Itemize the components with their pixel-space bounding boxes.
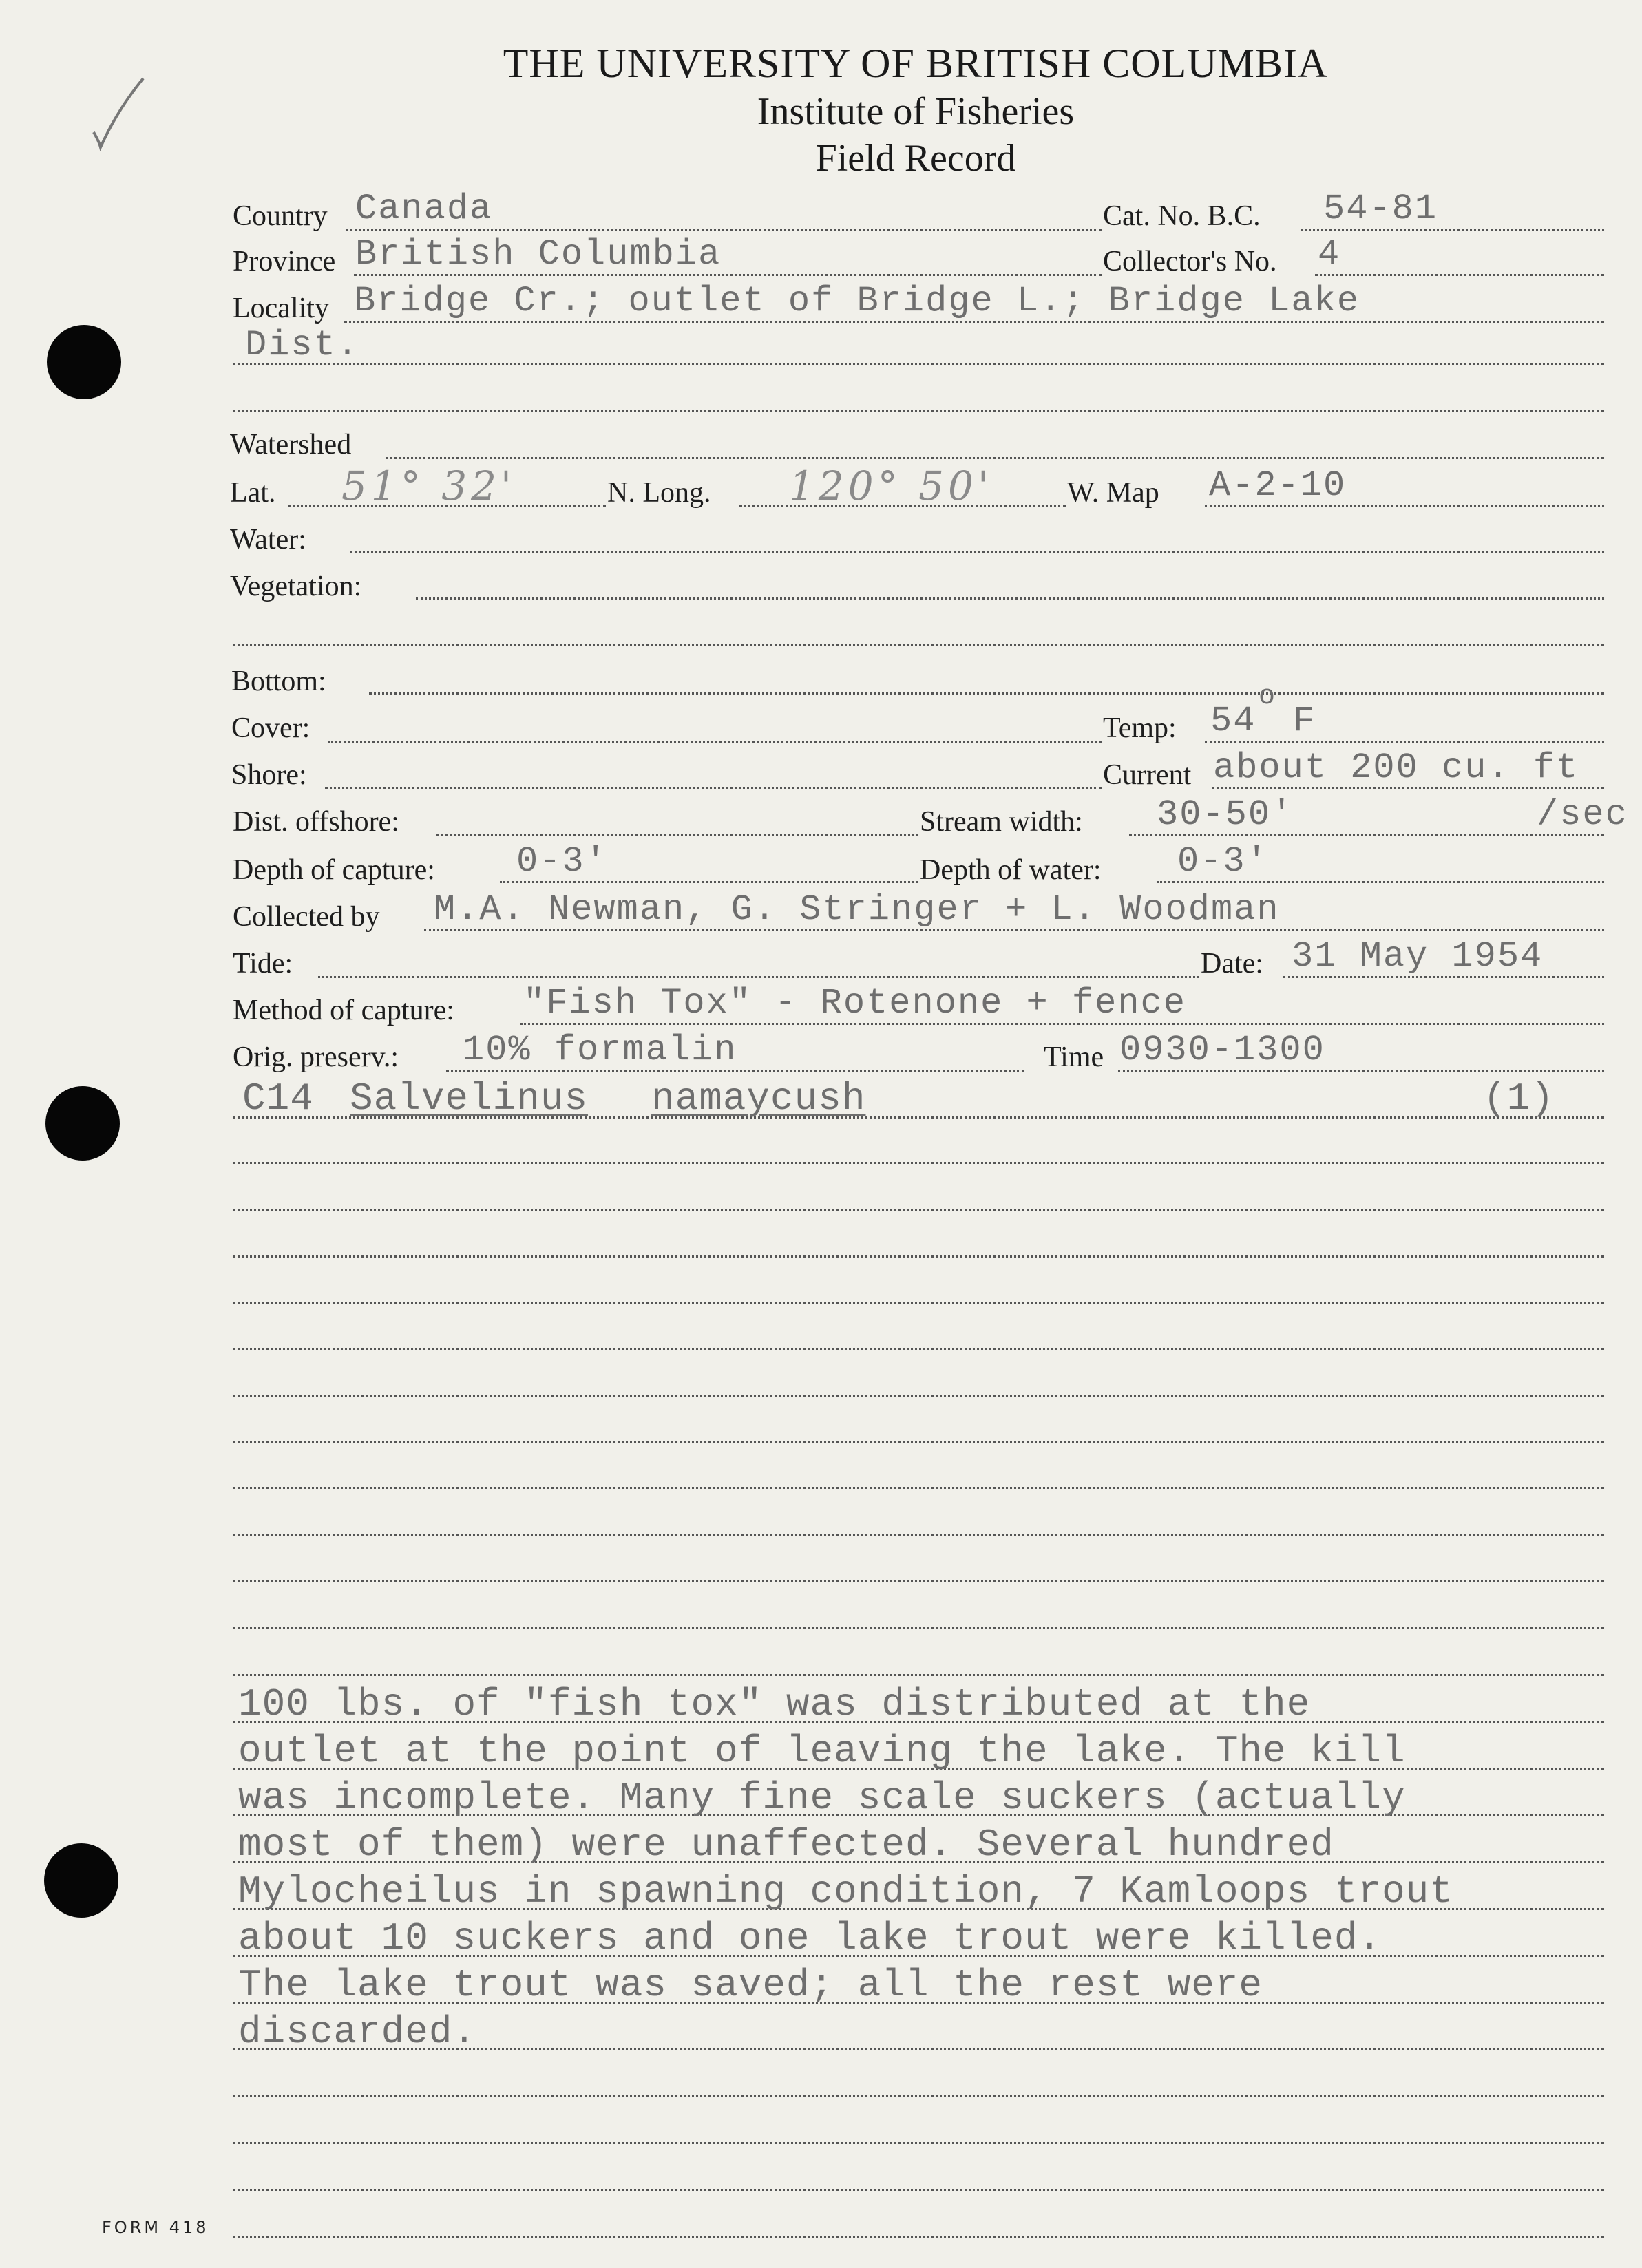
collector-no-value: 4 — [1318, 234, 1341, 275]
collector-no-label: Collector's No. — [1103, 246, 1277, 277]
current-label: Current — [1103, 759, 1192, 791]
notes-line-8: discarded. — [238, 2010, 477, 2054]
locality-line-3 — [233, 410, 1604, 412]
specimen-code: C14 — [242, 1077, 314, 1121]
collector-no-line — [1315, 274, 1604, 276]
notes-line-3: was incomplete. Many fine scale suckers (actually — [238, 1776, 1406, 1820]
cat-no-label: Cat. No. B.C. — [1103, 200, 1261, 232]
vegetation-line-2 — [233, 644, 1604, 646]
depth-capture-value: 0-3' — [516, 841, 608, 882]
depth-capture-label: Depth of capture: — [233, 854, 435, 886]
bottom-line — [369, 692, 1604, 695]
collected-by-label: Collected by — [233, 901, 380, 933]
shore-line — [325, 787, 1102, 789]
record-title: Field Record — [815, 137, 1016, 180]
temp-value: 54 — [1210, 701, 1256, 741]
blank-line — [233, 1162, 1604, 1164]
notes-line-5: Mylocheilus in spawning condition, 7 Kamloops trout — [238, 1869, 1453, 1914]
form-number: FORM 418 — [102, 2218, 209, 2237]
dist-offshore-line — [436, 834, 918, 836]
country-label: Country — [233, 200, 328, 232]
tide-line — [318, 976, 1199, 978]
notes-line-1: 100 lbs. of "fish tox" was distributed at the — [238, 1682, 1311, 1726]
vegetation-line-1 — [416, 597, 1604, 600]
water-label: Water: — [230, 524, 306, 555]
long-label: N. Long. — [607, 477, 711, 509]
blank-line — [233, 2142, 1604, 2144]
blank-line — [233, 2189, 1604, 2191]
temp-line — [1205, 741, 1604, 743]
map-value: A-2-10 — [1209, 465, 1347, 506]
blank-line — [233, 1580, 1604, 1582]
blank-line — [233, 1627, 1604, 1629]
specimen-species: namaycush — [651, 1077, 866, 1121]
blank-line — [233, 1302, 1604, 1304]
watershed-line — [386, 457, 1604, 459]
time-label: Time — [1044, 1041, 1104, 1073]
shore-label: Shore: — [231, 759, 307, 791]
stream-width-label: Stream width: — [920, 806, 1083, 838]
collected-by-value: M.A. Newman, G. Stringer + L. Woodman — [434, 889, 1280, 930]
time-value: 0930-1300 — [1119, 1030, 1325, 1070]
blank-line — [233, 2236, 1604, 2238]
cover-line — [328, 741, 1102, 743]
blank-line — [233, 2095, 1604, 2097]
province-value: British Columbia — [355, 234, 722, 275]
notes-line-6: about 10 suckers and one lake trout were killed. — [238, 1916, 1382, 1960]
dist-offshore-label: Dist. offshore: — [233, 806, 399, 838]
date-label: Date: — [1201, 948, 1263, 979]
date-value: 31 May 1954 — [1292, 936, 1544, 977]
blank-line — [233, 1209, 1604, 1211]
province-label: Province — [233, 246, 336, 277]
blank-line — [233, 1441, 1604, 1443]
university-title: THE UNIVERSITY OF BRITISH COLUMBIA — [503, 41, 1329, 86]
blank-line — [233, 1395, 1604, 1397]
punch-hole-bottom — [44, 1843, 118, 1918]
watershed-label: Watershed — [230, 429, 352, 460]
orig-preserv-label: Orig. preserv.: — [233, 1041, 399, 1073]
specimen-count: (1) — [1483, 1077, 1555, 1121]
blank-line — [233, 1674, 1604, 1676]
blank-line — [233, 1255, 1604, 1258]
notes-line-7: The lake trout was saved; all the rest were — [238, 1963, 1263, 2007]
blank-line — [233, 1534, 1604, 1536]
method-value: "Fish Tox" - Rotenone + fence — [523, 983, 1186, 1024]
current-value: about 200 cu. ft — [1213, 748, 1579, 788]
country-value: Canada — [355, 189, 493, 229]
cat-no-value: 54-81 — [1323, 189, 1438, 229]
long-value: 120° 50' — [789, 463, 993, 509]
locality-value-1: Bridge Cr.; outlet of Bridge L.; Bridge Lake — [354, 281, 1360, 321]
temp-unit: F — [1293, 701, 1316, 741]
punch-hole-top — [47, 325, 121, 399]
notes-line-4: most of them) were unaffected. Several hundred — [238, 1823, 1334, 1867]
degree-symbol: o — [1259, 681, 1277, 712]
bottom-label: Bottom: — [231, 666, 326, 697]
map-label: W. Map — [1067, 477, 1159, 509]
tide-label: Tide: — [233, 948, 293, 979]
depth-water-value: 0-3' — [1177, 841, 1269, 882]
cover-label: Cover: — [231, 712, 310, 744]
orig-preserv-value: 10% formalin — [463, 1030, 737, 1070]
depth-water-label: Depth of water: — [920, 854, 1102, 886]
locality-label: Locality — [233, 293, 329, 324]
specimen-genus: Salvelinus — [350, 1077, 589, 1121]
temp-label: Temp: — [1103, 712, 1177, 744]
method-label: Method of capture: — [233, 995, 454, 1026]
punch-hole-middle — [45, 1086, 120, 1161]
water-line — [350, 551, 1604, 553]
notes-line-2: outlet at the point of leaving the lake. The kill — [238, 1729, 1406, 1773]
vegetation-label: Vegetation: — [230, 571, 362, 602]
locality-line-2 — [233, 363, 1604, 365]
institute-title: Institute of Fisheries — [757, 90, 1075, 133]
blank-line — [233, 1487, 1604, 1489]
blank-line — [233, 1348, 1604, 1350]
locality-value-2: Dist. — [245, 325, 360, 365]
lat-label: Lat. — [230, 477, 276, 509]
stream-width-value: 30-50' — [1157, 794, 1294, 835]
current-value-cont: /sec — [1537, 794, 1628, 835]
lat-value: 51° 32' — [341, 463, 516, 509]
